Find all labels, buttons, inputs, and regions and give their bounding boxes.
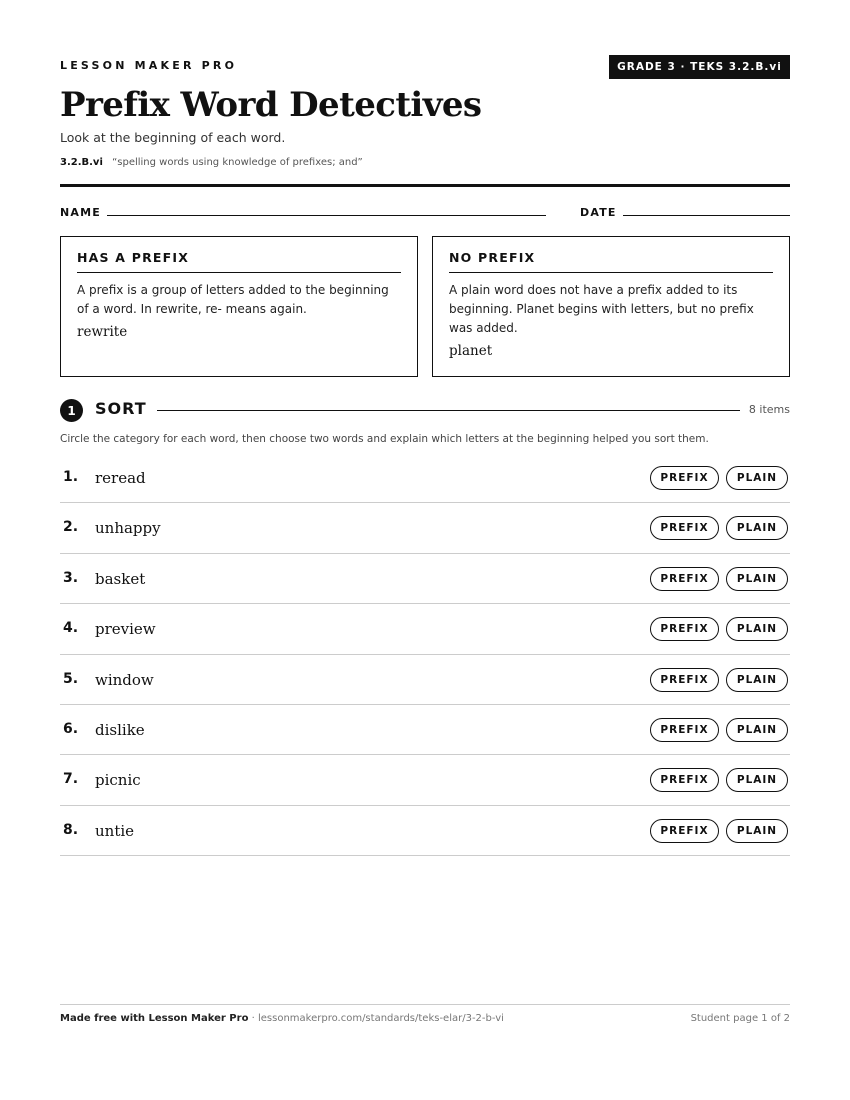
prefix-option[interactable]: PREFIX: [650, 617, 719, 641]
list-item: [60, 806, 790, 856]
sort-instructions: Circle the category for each word, then choose two words and explain which letters at the beginning helped you sort them.: [60, 433, 709, 445]
item-number: 6.: [63, 720, 79, 737]
item-word: window: [95, 670, 154, 689]
name-field[interactable]: [107, 215, 546, 216]
word-list: [60, 453, 790, 856]
item-word: dislike: [95, 720, 145, 739]
item-word: preview: [95, 620, 156, 639]
item-number: 3.: [63, 569, 79, 586]
standard-reference: [60, 157, 363, 168]
list-item: [60, 554, 790, 604]
plain-option[interactable]: PLAIN: [726, 466, 788, 490]
item-word: untie: [95, 821, 135, 840]
sort-section-header: [60, 398, 790, 422]
prefix-option[interactable]: PREFIX: [650, 567, 719, 591]
date-field[interactable]: [623, 215, 790, 216]
prefix-box-title: HAS A PREFIX: [77, 250, 401, 273]
item-word: picnic: [95, 771, 141, 790]
footer-made-with: Made free with Lesson Maker Pro: [60, 1013, 249, 1024]
plain-box-title: NO PREFIX: [449, 250, 773, 273]
prefix-option[interactable]: PREFIX: [650, 668, 719, 692]
plain-option[interactable]: PLAIN: [726, 768, 788, 792]
prefix-box-text: A prefix is a group of letters added to the beginning of a word. In rewrite, re- means again.: [77, 283, 389, 316]
plain-option[interactable]: PLAIN: [726, 819, 788, 843]
brand-name: LESSON MAKER PRO: [60, 59, 238, 72]
section-title: SORT: [95, 399, 147, 418]
date-label: DATE: [580, 206, 617, 219]
item-word: unhappy: [95, 519, 161, 538]
plain-option[interactable]: PLAIN: [726, 516, 788, 540]
footer-page-number: Student page 1 of 2: [690, 1013, 790, 1024]
list-item: [60, 503, 790, 553]
list-item: [60, 655, 790, 705]
prefix-option[interactable]: PREFIX: [650, 819, 719, 843]
plain-option[interactable]: PLAIN: [726, 718, 788, 742]
header-divider: [60, 184, 790, 187]
section-divider: [157, 410, 740, 411]
section-number-badge: 1: [60, 399, 83, 422]
footer-divider: [60, 1004, 790, 1005]
list-item: [60, 453, 790, 503]
item-number: 7.: [63, 771, 79, 788]
item-number: 8.: [63, 821, 79, 838]
list-item: [60, 705, 790, 755]
item-count: 8 items: [748, 403, 790, 416]
prefix-option[interactable]: PREFIX: [650, 718, 719, 742]
item-number: 5.: [63, 670, 79, 687]
plain-option[interactable]: PLAIN: [726, 567, 788, 591]
prefix-option[interactable]: PREFIX: [650, 516, 719, 540]
footer-credit: [60, 1013, 504, 1024]
plain-definition-box: [432, 236, 790, 377]
plain-option[interactable]: PLAIN: [726, 617, 788, 641]
standard-text: “spelling words using knowledge of prefixes; and”: [112, 157, 363, 168]
standard-code: 3.2.B.vi: [60, 157, 103, 168]
prefix-box-example: rewrite: [77, 324, 128, 340]
prefix-option[interactable]: PREFIX: [650, 768, 719, 792]
item-number: 1.: [63, 469, 79, 485]
list-item: [60, 604, 790, 654]
item-number: 4.: [63, 620, 79, 637]
page-title: Prefix Word Detectives: [60, 85, 482, 125]
page-subtitle: Look at the beginning of each word.: [60, 130, 286, 145]
list-item: [60, 755, 790, 805]
plain-box-example: planet: [449, 343, 493, 359]
item-number: 2.: [63, 519, 79, 536]
name-label: NAME: [60, 206, 101, 219]
prefix-option[interactable]: PREFIX: [650, 466, 719, 490]
item-word: reread: [95, 469, 146, 487]
footer-url[interactable]: · lessonmakerpro.com/standards/teks-elar/3-2-b-vi: [248, 1013, 504, 1024]
item-word: basket: [95, 569, 146, 588]
plain-box-text: A plain word does not have a prefix added to its beginning. Planet begins with letters, but no prefix was added.: [449, 283, 754, 335]
grade-badge: GRADE 3 · TEKS 3.2.B.vi: [609, 55, 790, 79]
plain-option[interactable]: PLAIN: [726, 668, 788, 692]
prefix-definition-box: [60, 236, 418, 377]
